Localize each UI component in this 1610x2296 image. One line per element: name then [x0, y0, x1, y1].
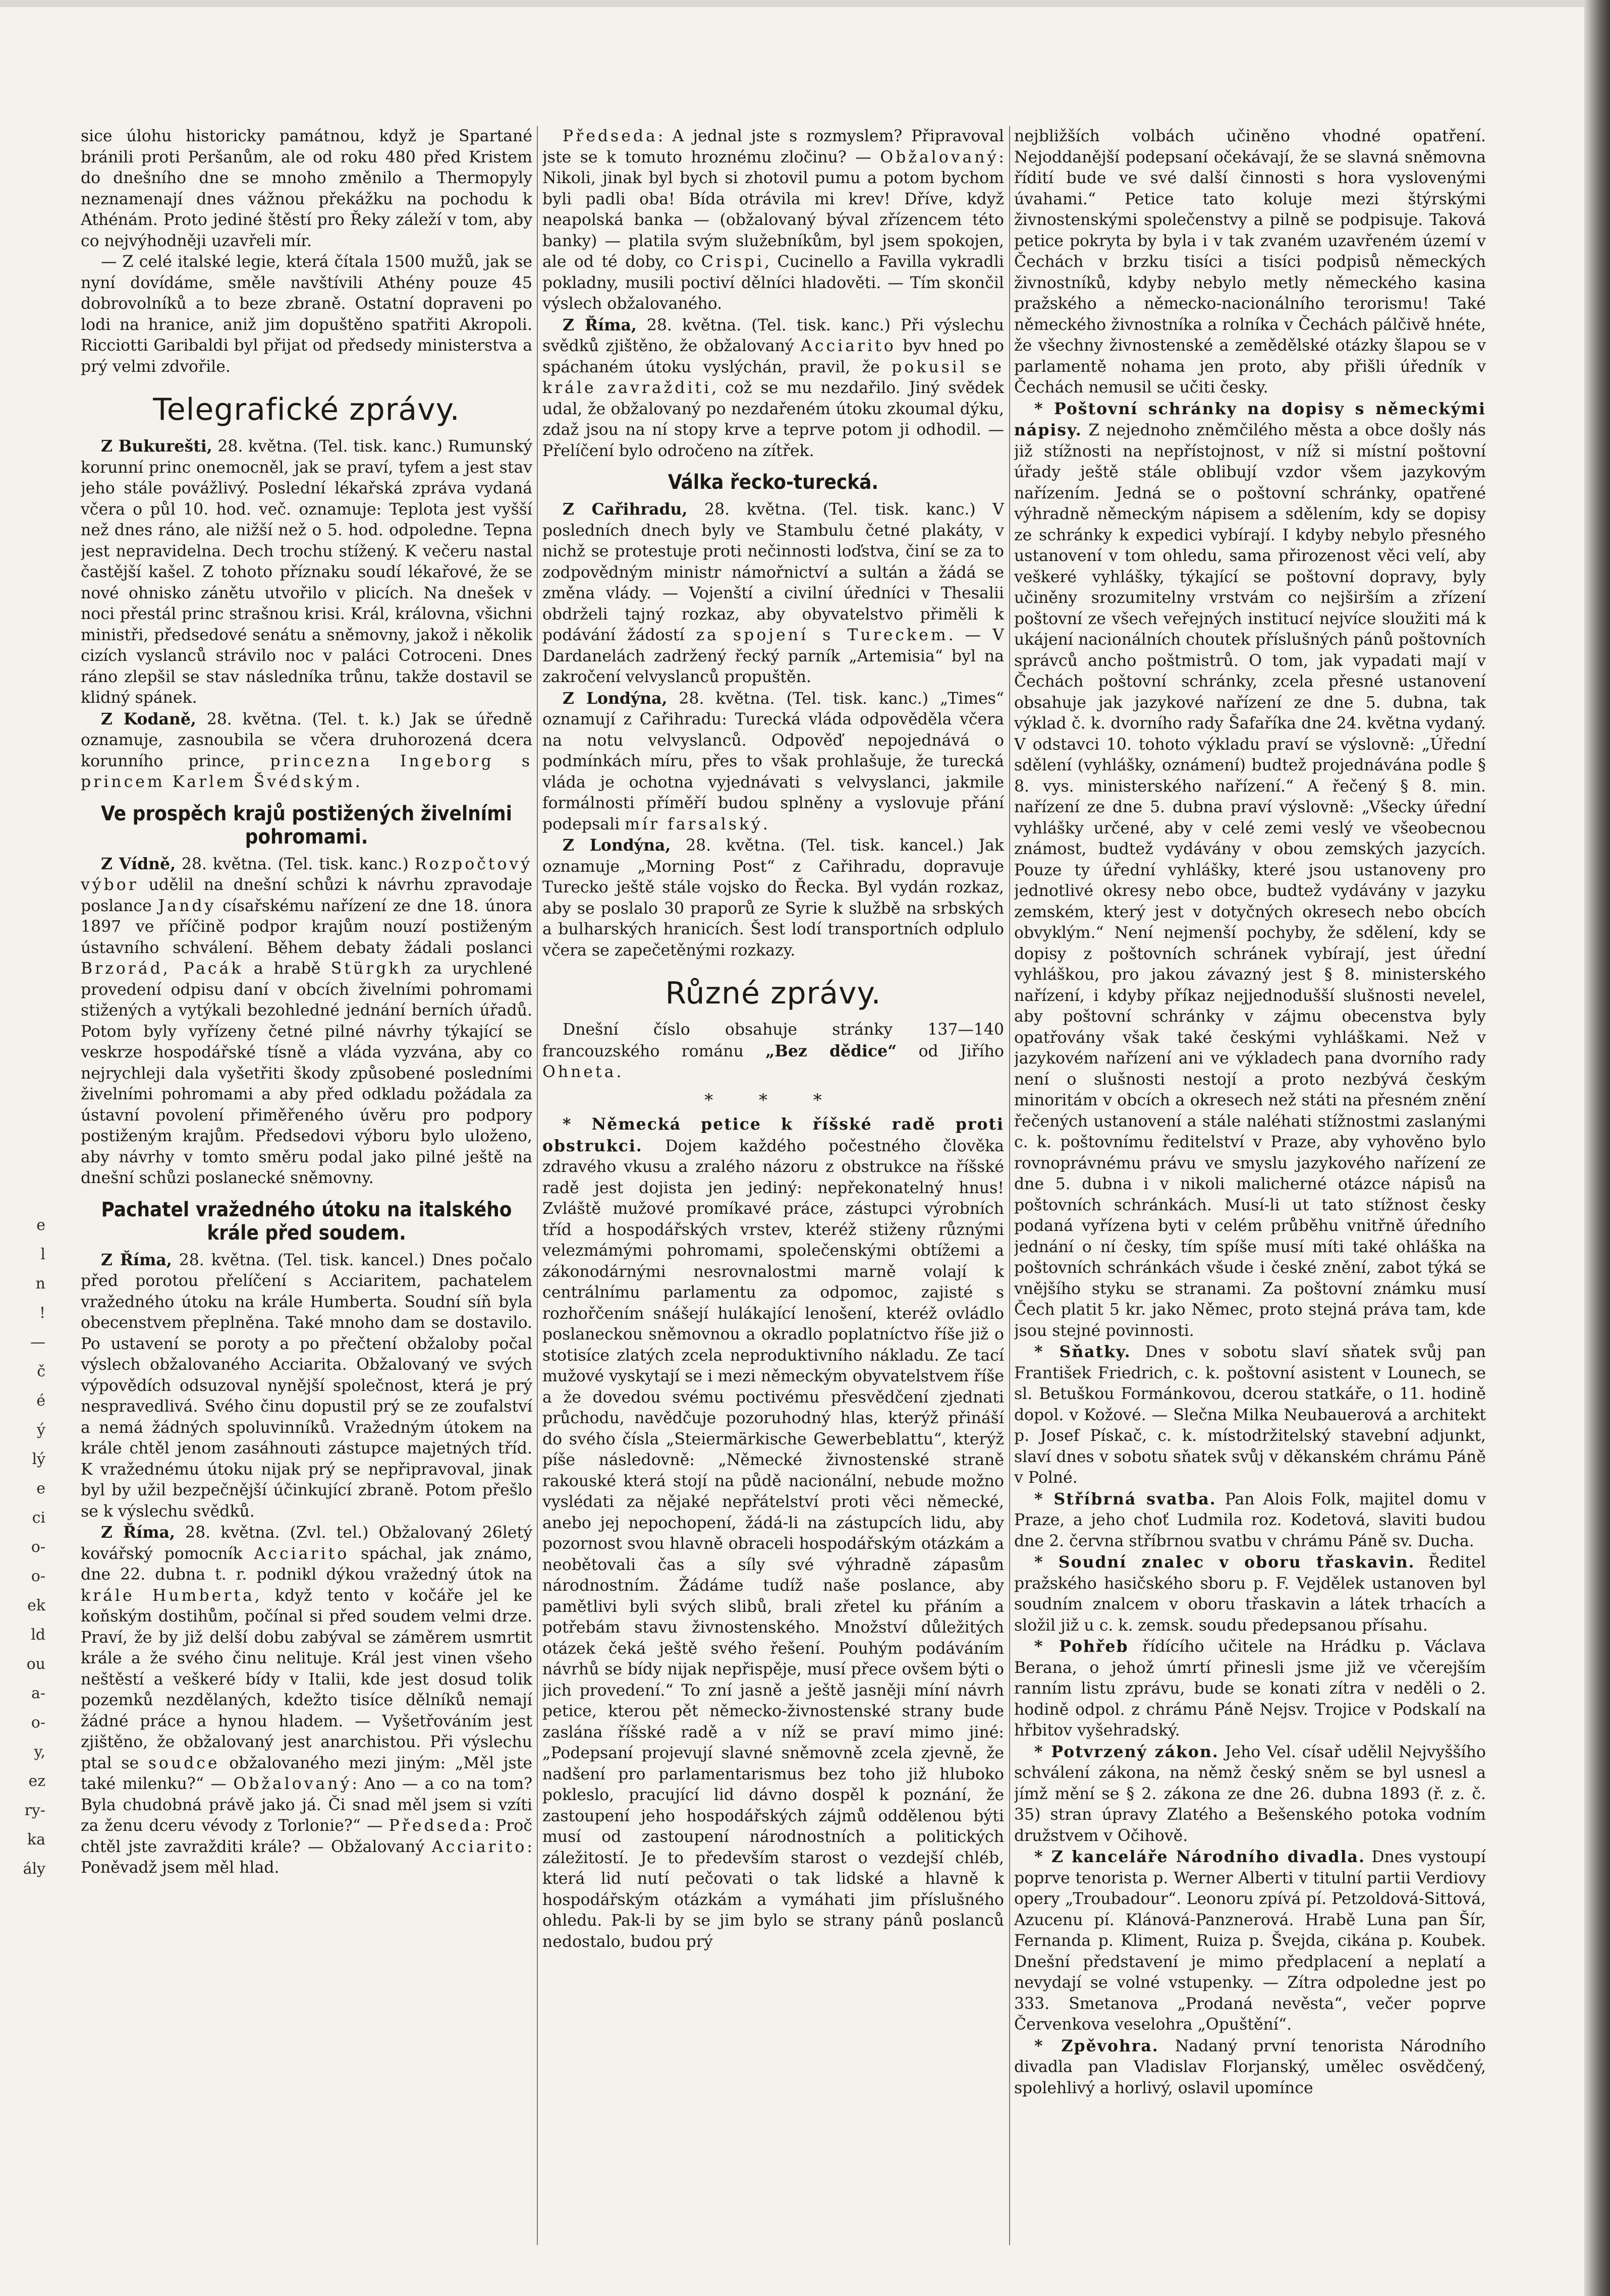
spaced-term: pokusil se krále zavražditi: [542, 358, 1004, 397]
news-item-bukurest: [81, 436, 532, 709]
spaced-term: mír farsalský: [625, 815, 763, 833]
news-text: 28. května. (Tel. tisk. kancel.) Dnes počalo před porotou přelíčení s Acciaritem, pachatelem vražedného útoku na krále Humberta. Soudní síň byla obecenstvem přeplněna. Také mnoho dam se dostavilo. Po ustavení se poroty a po přečtení obžaloby počal výslech obžalovaného Acciarita. Obžalovaný ve svých výpovědích odsuzoval nynější společnost, která je prý nespravedlivá. Svého činu dopustil prý se ze zoufalství a nemá žádných spoluvinníků. Vražedným útokem na krále chtěl jenom zasáhnouti zástupce majetných tříd. K vražednému útoku nijak prý se nepřipravoval, jinak byl by užil bezpečnější účinkující zbraně. Potom přešlo se k výslechu svědků.: [81, 1251, 532, 1521]
news-text: císařskému nařízení ze dne 18. února 1897 ve příčině podpor krajům nouzí postiženým ústavního schválení. Během debaty žádali poslanci: [81, 897, 532, 957]
margin-fragment: ou: [26, 1655, 45, 1673]
margin-fragment: o-: [31, 1538, 45, 1556]
section-heading-telegraf: Telegrafické zprávy.: [153, 392, 460, 427]
notice-title: * Soudní znalec v oboru třaskavin.: [1034, 1553, 1415, 1572]
spaced-term: Obžalovaný: [233, 1775, 352, 1793]
column-right: [1014, 126, 1486, 2245]
news-text: 28. května. (Tel. tisk. kanc.) „Times“ oznamují z Cařihradu: Turecká vláda odpověděla včera na notu velvyslanců. Odpověď nepojednává o podmínkách míru, přes to však prohlašuje, že turecká vláda je ochotna vyjednávati s velvyslanci, jakmile formálnosti příměří budou splněny a vyslovuje přání podepsali: [542, 689, 1004, 833]
author-name: Ohneta: [542, 1063, 617, 1081]
asterism-separator: * * *: [704, 1090, 842, 1110]
notice-title: * Sňatky.: [1034, 1342, 1131, 1361]
spaced-term: za spojení s Tureckem: [696, 626, 949, 644]
news-text: , když tento v kočáře jel ke koňským dostihům, počínal si před soudem velmi drze. Praví, že by již delší dobu zabýval se záměrem usmrtit krále a že svého činu nelituje. Král jest vinen všeho neštěstí a veškeré bídy v Italii, kde jest dosud tolik pozemků nezdělaných, kdežto tisíce dělníků nemají žádné práce a hynou hladem. — Vyšetřováním jest zjištěno, že obžalovaný jest anarchistou. Při výslechu ptal se: [81, 1586, 532, 1772]
column-middle: [542, 126, 1004, 2245]
news-text: : Ano — a co na tom? Byla chudobná právě jako já. Či snad měl jsem si vzíti za ženu dceru vévody z Torlonie?“ —: [81, 1775, 532, 1835]
dateline: Z Říma,: [563, 315, 637, 334]
spaced-name: Brzorád, Pacák: [81, 960, 244, 978]
margin-fragment: ci: [32, 1509, 45, 1527]
news-text: Pan Alois Folk, majitel domu v Praze, a jeho choť Ludmila roz. Kodetová, slaviti budou dne 2. června stříbrnou svatbu v chrámu Páně sv. Ducha.: [1014, 1490, 1486, 1550]
news-text: .: [762, 815, 768, 833]
news-item-londyn-2: [542, 835, 1004, 961]
news-text: 28. května. (Tel. tisk. kanc.) Při výslechu svědků zjištěno, že obžalovaný: [542, 316, 1004, 355]
dateline: Z Říma,: [101, 1250, 172, 1269]
margin-fragment: e: [36, 1480, 45, 1497]
news-text: udělil na dnešní schůzi k návrhu zpravodaje poslance: [81, 876, 532, 915]
news-item-kodan: [81, 709, 532, 793]
column-rule: [1009, 126, 1010, 2245]
news-item-rim-2: [81, 1522, 532, 1879]
novel-title: „Bez dědice“: [765, 1041, 897, 1060]
news-text: a hrabě: [253, 960, 321, 978]
news-text: : Nikoli, jinak byl bych si zhotovil pumu a potom bychom byli padli oba! Bída otrávila mi krev! Dříve, když neapolská banka — (obžalovaný býval zřízencem této banky) — platila svým služebníkům, byl jsem spokojen, ale od té doby, co: [542, 148, 1004, 271]
notice-title: * Zpěvohra.: [1034, 2036, 1159, 2055]
notice-potvrzeny: [1014, 1742, 1486, 1847]
notice-title: * Stříbrná svatba.: [1034, 1489, 1216, 1508]
news-text: 28. května. (Tel. tisk. kanc.) V posledních dnech byly ve Stambulu četné plakáty, v nichž se protestuje proti nečinnosti loďstva, činí se za to zodpovědným ministr námořnictví a sultán a žádá se změna vlády. — Vojenští a civilní úředníci v Thesalii obdrželi tajný rozkaz, aby obyvatelstvo přiměli k podávání žádostí: [542, 500, 1004, 644]
news-item-carihrad: [542, 499, 1004, 688]
news-item-rim-1: [81, 1250, 532, 1523]
news-item-rim-3: [542, 315, 1004, 462]
margin-fragment: o-: [31, 1567, 45, 1585]
margin-fragment: ld: [31, 1626, 45, 1644]
news-text: 28. května. (Tel. tisk. kancel.) Jak oznamuje „Morning Post“ z Cařihradu, dopravuje Turecko ještě stále vojsko do Řecka. Byl vydán rozkaz, aby se poslalo 30 praporů ze Syrie k službě na srbských a bulharských hranicích. Šest lodí transportních odplulo včera se zapečetěnými rozkazy.: [542, 836, 1004, 960]
margin-fragment: !: [39, 1304, 45, 1322]
news-text: : Poněvadž jsem měl hlad.: [81, 1837, 532, 1877]
margin-fragment: č: [37, 1363, 45, 1380]
notice-kancelare: [1014, 1846, 1486, 2036]
margin-fragment: ry-: [24, 1802, 45, 1819]
news-text: 28. května. (Tel. tisk. kanc.) Rumunský korunní princ onemocněl, jak se praví, tyfem a jest stav jeho stále povážlivý. Poslední lékařská zpráva vydaná včera o půl 10. hod. več. oznamuje: Teplota jest vyšší než dnes ráno, ale nižší než o 5. hod. odpoledne. Tepna jest nepravidelna. Dech trochu stížený. K večeru nastal častější kašel. Z tohoto příznaku soudí lékařové, že se nové ohnisko zánětu utvořilo v plicích. Na dnešek v noci přestál princ strašnou krisi. Král, královna, všichni ministři, předsedové senátu a sněmovny, jakož i několik cizích vyslanců strávilo noc v paláci Cotroceni. Dnes ráno zlepšil se stav následníka trůnu, takže dostavil se klidný spánek.: [81, 437, 532, 707]
notice-title: * Německá petice k říšské radě proti obstrukci.: [542, 1115, 1004, 1155]
news-text: od Jiřího: [918, 1042, 1004, 1060]
news-item-viden: [81, 854, 532, 1189]
news-text: Nadaný první tenorista Národního divadla pan Vladislav Florjanský, umělec osvědčený, spolehlivý a horlivý, oslavil upomínce: [1014, 2037, 1486, 2097]
news-item-londyn-1: [542, 688, 1004, 835]
news-text: Jeho Vel. císař udělil Nejvyššího schválení zákona, na němž český sněm se byl usnesl a jímž mění se § 2. zákona ze dne 26. dubna 1893 (ř. z. č. 35) stran úpravy Zlatého a Bešenského potoka vodním družstvem v Očihově.: [1014, 1743, 1486, 1845]
margin-fragment: ek: [27, 1597, 45, 1614]
news-text: : Proč chtěl jste zavražditi krále? — Obžalovaný: [81, 1817, 532, 1856]
spaced-term: Předseda: [563, 127, 658, 145]
spaced-name: princezna Ingeborg s princem Karlem Švédským.: [81, 752, 532, 791]
news-text: Dnešní číslo obsahuje stránky 137—140 francouzského románu: [542, 1021, 1004, 1060]
section-heading-ruzne: Různé zprávy.: [665, 976, 881, 1011]
news-text: Dnes vystoupí poprve tenorista p. Werner Alberti v titulní partii Verdiovy opery „Troubadour“. Leonoru zpívá pí. Petzoldová-Sittová, Azucenu pí. Klánová-Panznerová. Hrabě Luna pan Šír, Fernanda p. Kliment, Ruiza p. Švejda, cikána p. Koubek. Dnešní představení je mimo předplacení a neplatí a nevydají se volné vstupenky. — Zítra odpoledne jest po 333. Smetanova „Prodaná nevěsta“, večer poprve Červenkova veselohra „Opuštění“.: [1014, 1848, 1486, 2034]
margin-fragment: n: [35, 1275, 45, 1293]
spaced-term: Předseda: [388, 1817, 484, 1835]
news-text: řídícího učitele na Hrádku p. Václava Berana, o jehož úmrtí přinesli jsme již ve včerejším ranním listu zprávu, bude se konati zítra v neděli o 2. hodině odpol. z chrámu Páně Nejsv. Trojice v Podskalí na hřbitov vyšehradský.: [1014, 1638, 1486, 1740]
margin-fragment: l: [40, 1246, 45, 1263]
scan-edge-top: [0, 0, 1610, 7]
spaced-term: soudce: [148, 1754, 220, 1772]
spaced-name: Acciarito: [254, 1544, 350, 1563]
news-text: : A jednal jste s rozmyslem? Připravoval jste se k tomuto hroznému zločinu? —: [542, 127, 1004, 166]
article-paragraph: nejbližších volbách učiněno vhodné opatření. Nejoddanější podepsaní očekávají, že se slavná sněmovna řídití bude ve své další činnosti s hora vyslovenými úvahami.“ Petice tato koluje mezi štýrskými živnostenskými společenstvy a pilně se podpisuje. Taková petice pokryta by byla i v tak zvaném uzavřeném území v Čechách v brzku tisíci a tisíci podpisů německých živnostníků, kdyby nebylo metly německého kasina pražského a německo-nacionálního terorismu! Také německého živnostníka a rolníka v Čechách pálčivě hnéte, že všechny živnostenské a zemědělské otázky šlapou se v parlamentě nohama jen proto, aby přišli úředník v Čechách nemusil se učiti česky.: [1014, 127, 1486, 397]
notice-zpevohra: [1014, 2036, 1486, 2099]
article-paragraph: — Z celé italské legie, která čítala 1500 mužů, jak se nyní dovídáme, směle navštívili Athény pouze 45 dobrovolníků a to beze zbraně. Ostatní dopraveni po lodi na hranice, aniž jim dopuštěno spatřiti Akropoli. Ricciotti Garibaldi byl přijat od předsedy ministerstva a prý velmi zdvořile.: [81, 253, 532, 376]
margin-fragment: ka: [27, 1831, 45, 1849]
dateline: Z Londýna,: [563, 689, 668, 708]
news-text: 28. května. (Tel. tisk. kanc.): [181, 855, 409, 873]
news-text: . — V Dardanelách zadržený řecký parník „Artemisia“ byl na zakročení velvyslanců propuštěn.: [542, 626, 1004, 686]
dateline: Z Bukurešti,: [101, 437, 212, 456]
margin-fragment: e: [36, 1216, 45, 1234]
section-heading-pachatel: Pachatel vražedného útoku na italského krále před soudem.: [101, 1198, 512, 1245]
notice-postovni: [1014, 399, 1486, 1342]
spaced-name: krále Humberta: [81, 1586, 255, 1605]
column-rule: [537, 126, 538, 2245]
margin-fragment: ý: [37, 1421, 45, 1439]
notice-pohreb: [1014, 1636, 1486, 1742]
notice-stribrna: [1014, 1489, 1486, 1552]
notice-snatky: [1014, 1341, 1486, 1489]
article-paragraph: sice úlohu historicky památnou, když je Spartané bránili proti Peršanům, ale od roku 480 před Kristem do dnešního dne se mnoho změnilo a Thermopyly neznamenají dnes vážnou překážku na pochodu k Athénám. Proto jediné štěstí pro Řeky záleží v tom, aby co nejvýhodněji uzavřeli mír.: [81, 127, 532, 250]
spaced-term: Obžalovaný: [880, 148, 999, 166]
notice-title: * Z kanceláře Národního divadla.: [1034, 1847, 1365, 1866]
spaced-term: Rozpočtový výbor: [81, 855, 532, 894]
news-text: , Cucinello a Favilla vykradli pokladny, musili poctiví dělníci hladověti. — Tím skončil výslech obžalovaného.: [542, 253, 1004, 313]
dateline: Z Cařihradu,: [563, 500, 688, 519]
spaced-name: Acciarito: [431, 1837, 527, 1856]
notice-petice: [542, 1114, 1004, 1952]
margin-fragment: a-: [31, 1685, 45, 1702]
section-heading-valka: Válka řecko-turecká.: [668, 471, 879, 494]
dateline: Z Londýna,: [563, 836, 671, 855]
news-text: 28. května. (Tel. t. k.) Jak se úředně oznamuje, zasnoubila se včera druhorozená dcera korunního prince,: [81, 710, 532, 770]
margin-fragment: —: [30, 1333, 45, 1351]
news-text: za urychlené provedení odpisu daní v obcích živelními pohromami stižených a vytýkali bezohledné jednání berních úřadů. Potom byly vyřízeny četné pilné návrhy týkající se veskrze hospodářské tísně a vláda vyzvána, aby co nejrychleji dala vyšetřiti škody způsobené posledními živelními pohromami a aby před odkladu požádala za ústavní povolení přiměřeného úvěru pro podpory postiženým krajům. Předsedovi výboru bylo uloženo, aby návrhy v tomto směru podal jako pilné ještě na dnešní schůzi poslanecké sněmovny.: [81, 960, 532, 1187]
notice-title: * Pohřeb: [1034, 1637, 1129, 1656]
margin-fragment: ez: [28, 1772, 45, 1790]
margin-fragment: lý: [32, 1450, 45, 1468]
news-text: obžalovaného mezi jiným: „Měl jste také milenku?“ —: [81, 1754, 532, 1793]
spaced-name: Jandy: [158, 897, 216, 915]
scan-edge-right: [1584, 0, 1610, 2296]
margin-fragment: y,: [34, 1743, 45, 1761]
column-left: [81, 126, 532, 2245]
news-text: Dnes v sobotu slaví sňatek svůj pan František Friedrich, c. k. poštovní asistent v Lounech, se sl. Betuškou Formánkovou, dcerou statkáře, o 11. hodině dopol. v Kožové. — Slečna Milka Neubauerová a architekt p. Josef Pískač, c. k. místodržitelský stavební adjunkt, slaví dnes v sobotu sňatek svůj v děkanském chrámu Páně v Polné.: [1014, 1343, 1486, 1487]
news-text: spáchal, jak známo, dne 22. dubna t. r. podnikl dýkou vražedný útok na: [81, 1544, 532, 1584]
trial-dialogue: [542, 126, 1004, 315]
spaced-name: Stürgkh: [330, 960, 414, 978]
dateline: Z Říma,: [101, 1523, 175, 1542]
spaced-name: Crispi: [701, 253, 765, 271]
dateline: Z Kodaně,: [101, 709, 196, 729]
news-text: .: [616, 1063, 622, 1081]
news-text: Z nejednoho zněmčilého města a obce došly nás již stížnosti na nepřístojnost, v níž si místní poštovní úřady ještě stále oblibují vzdor všem jazykovým nařízením. Jedná se o poštovní schránky, opatřené výhradně německým nápisem a sdělením, kdy se dopisy ze schránky k expedici vybírají. I kdyby nebylo přesného ustanovení v tom ohledu, sama přirozenost věci velí, aby veškeré vyhlášky, týkající se poštovní dopravy, byly učiněny srozumitelny vrstvám co nejširším a zřízení poštovní ze všech veřejných institucí nejvíce sloužiti má k ukájení nacionálních choutek příslušných pánů poštovních správců ancho poštmistrů. O tom, jak vypadati mají v Čechách poštovní schránky, zcela přesné ustanovení obsahuje jak jazykové nařízení ze dne 5. dubna, tak výklad č. k. dvorního rady Šafaříka dne 24. května vydaný. V odstavci 10. tohoto výkladu praví se výslovně: „Úřední sdělení (vyhlášky, oznámení) budtež projednávána podle § 8. vys. ministerského nařízení.“ A řečený § 8. min. nařízení ze dne 5. dubna praví výslovně: „Všecky úřední vyhlášky určené, aby v celé zemi veslý ve všeobecnou známost, budtež vydávány v obou zemských jazycích. Pouze ty úřední vyhlášky, které jsou ustanoveny pro jednotlivé okresy nebo obce, budtež vydávány v jazyku zemském, který jest v dotyčných okresech nebo obcích obvyklým.“ Není nejmenší pochyby, že sdělení, kdy se dopisy z poštovních schránek vybírají, jest úřední vyhláškou, pro jakou závazný jest § 8. ministerského nařízení, i kdyby příkaz nejjednodušší slušnosti nevelel, aby poštovní schránky v zájmu obecenstva byly opatřovány však také českými vyhláškami. Než v jazykovém nařízení ani ve výkladech pana dvorního rady není o slušnosti nestojí a proto nezbývá českým minoritám v obcích a okresech než státi na přesném znění řečených ustanovení a stále naléhati stížnostmi zaslanými c. k. poštovnímu ředitelství v Praze, aby vyhověno bylo rovnoprávnému právu ve smyslu jazykového nařízení ze dne 5. dubna i v nikoli malicherné otázce nápisů na poštovních schránkách. Musí-li ut tato stížnost česky podaná vyřízena byti v celém průběhu vnitřně úředního jednání o ní česky, tím spíše musí míti také ohláška na poštovních schránkách všude i české znění, zabot týká se vnějšího styku se stranami. Za poštovní známku musí Čech platit 5 kr. jako Němec, proto stejná práva tam, kde jsou stejné povinnosti.: [1014, 421, 1486, 1340]
news-text: Dojem každého počestného člověka zdravého vkusu a zralého názoru z obstrukce na říšské radě jest dojista jen jediný: nepřekonatelný hnus! Zvláště mužové promíkavé práce, zástupci výrobních tříd a hospodářských vrstev, kteréž stiženy různými velezmámými pohromami, společenskými obtížemi a zákonodárnými nesrovnalostmi marně volají k centrálnímu parlamentu za odpomoc, zajisté s rozhořčením snášejí hulákající lenošení, kteréž ovládlo poslaneckou sněmovnou a okradlo poplatníctvo říše již o stotisíce zlatých zcela neproduktivního nákladu. Ze tací mužové vyskytají se i mezi německým obyvatelstvem říše a že dovedou svému poctivému přesvědčení zjednati průchodu, navědčuje pozoruhodný hlas, kterýž přináší do svého čísla „Steiermärkische Gewerbeblattu“, kterýž píše následovně: „Německé živnostenské straně rakouské která stojí na půdě nacionální, nebude možno vyslédati za nějaké nepřátelství proti věci německé, anebo jej nepochopení, žádá-li na zástupcích lidu, aby pozornost svou hlavně obraceli hospodářským otázkám a neobětovali čas a síly své výhradně zápasům národnostním. Žádáme tudíž naše poslance, aby pamětlivi byli svých slibů, brali zřetel ku přáním a potřebám stavu živnostenského. Množství důležitých otázek čeká ještě svého řešení. Pouhým podáváním návrhů se bídy nijak nepřispěje, musí přece ovšem býti o jich provedení.“ To zní jasně a ještě jasněji míní návrh petice, kterou pět německo-živnostenské strany bude zaslána říšské radě a v níž se praví mimo jiné: „Podepsaní projevují slavné sněmovně zcela zjevně, že nadšení pro parlamentarismus bez toho již hluboko pokleslo, pracující lid dávno dospěl k poznání, že zastoupení jeho hospodářských zájmů oddělenou býti musí od zastoupení národnostních a politických záležitostí. Je to především starost o vezdejší chléb, která lid nutí pečovati o tak lidské a hlavně k hospodářským otázkám a vymáhati jim příslušného ohledu. Pak-li by se jim bylo se strany pánů poslanců nedostalo, budou prý: [542, 1137, 1004, 1951]
margin-fragment: o-: [31, 1714, 45, 1731]
news-text: byv hned po spáchaném útoku vyslýchán, pravil, že: [542, 337, 1004, 376]
margin-fragment: ály: [23, 1860, 45, 1878]
spaced-name: Acciarito: [801, 337, 896, 355]
novel-notice: [542, 1020, 1004, 1083]
margin-fragment: é: [36, 1392, 45, 1410]
news-text: , což se mu nezdařilo. Jiný svědek udal, že obžalovaný po nezdařeném útoku zkoumal dýku, zdaž jsou na ní stopy krve a teprve potom ji odhodil. — Přelíčení bylo odročeno na zítřek.: [542, 379, 1004, 460]
dateline: Z Vídně,: [101, 854, 176, 873]
news-text: 28. května. (Zvl. tel.) Obžalovaný 26letý kovářský pomocník: [81, 1524, 532, 1563]
notice-soudni: [1014, 1552, 1486, 1636]
margin-fragments: [0, 1211, 45, 2169]
section-heading-prospech: Ve prospěch krajů postižených živelními pohromami.: [101, 802, 512, 849]
notice-title: * Potvrzený zákon.: [1034, 1742, 1219, 1761]
notice-title: * Poštovní schránky na dopisy s německými nápisy.: [1014, 399, 1486, 439]
news-text: Ředitel pražského hasičského sboru p. F. Vejdělek ustanoven byl soudním znalcem v oboru třaskavin a látek trhacích a složil již u c. k. zemsk. soudu předepsanou přísahu.: [1014, 1553, 1486, 1635]
